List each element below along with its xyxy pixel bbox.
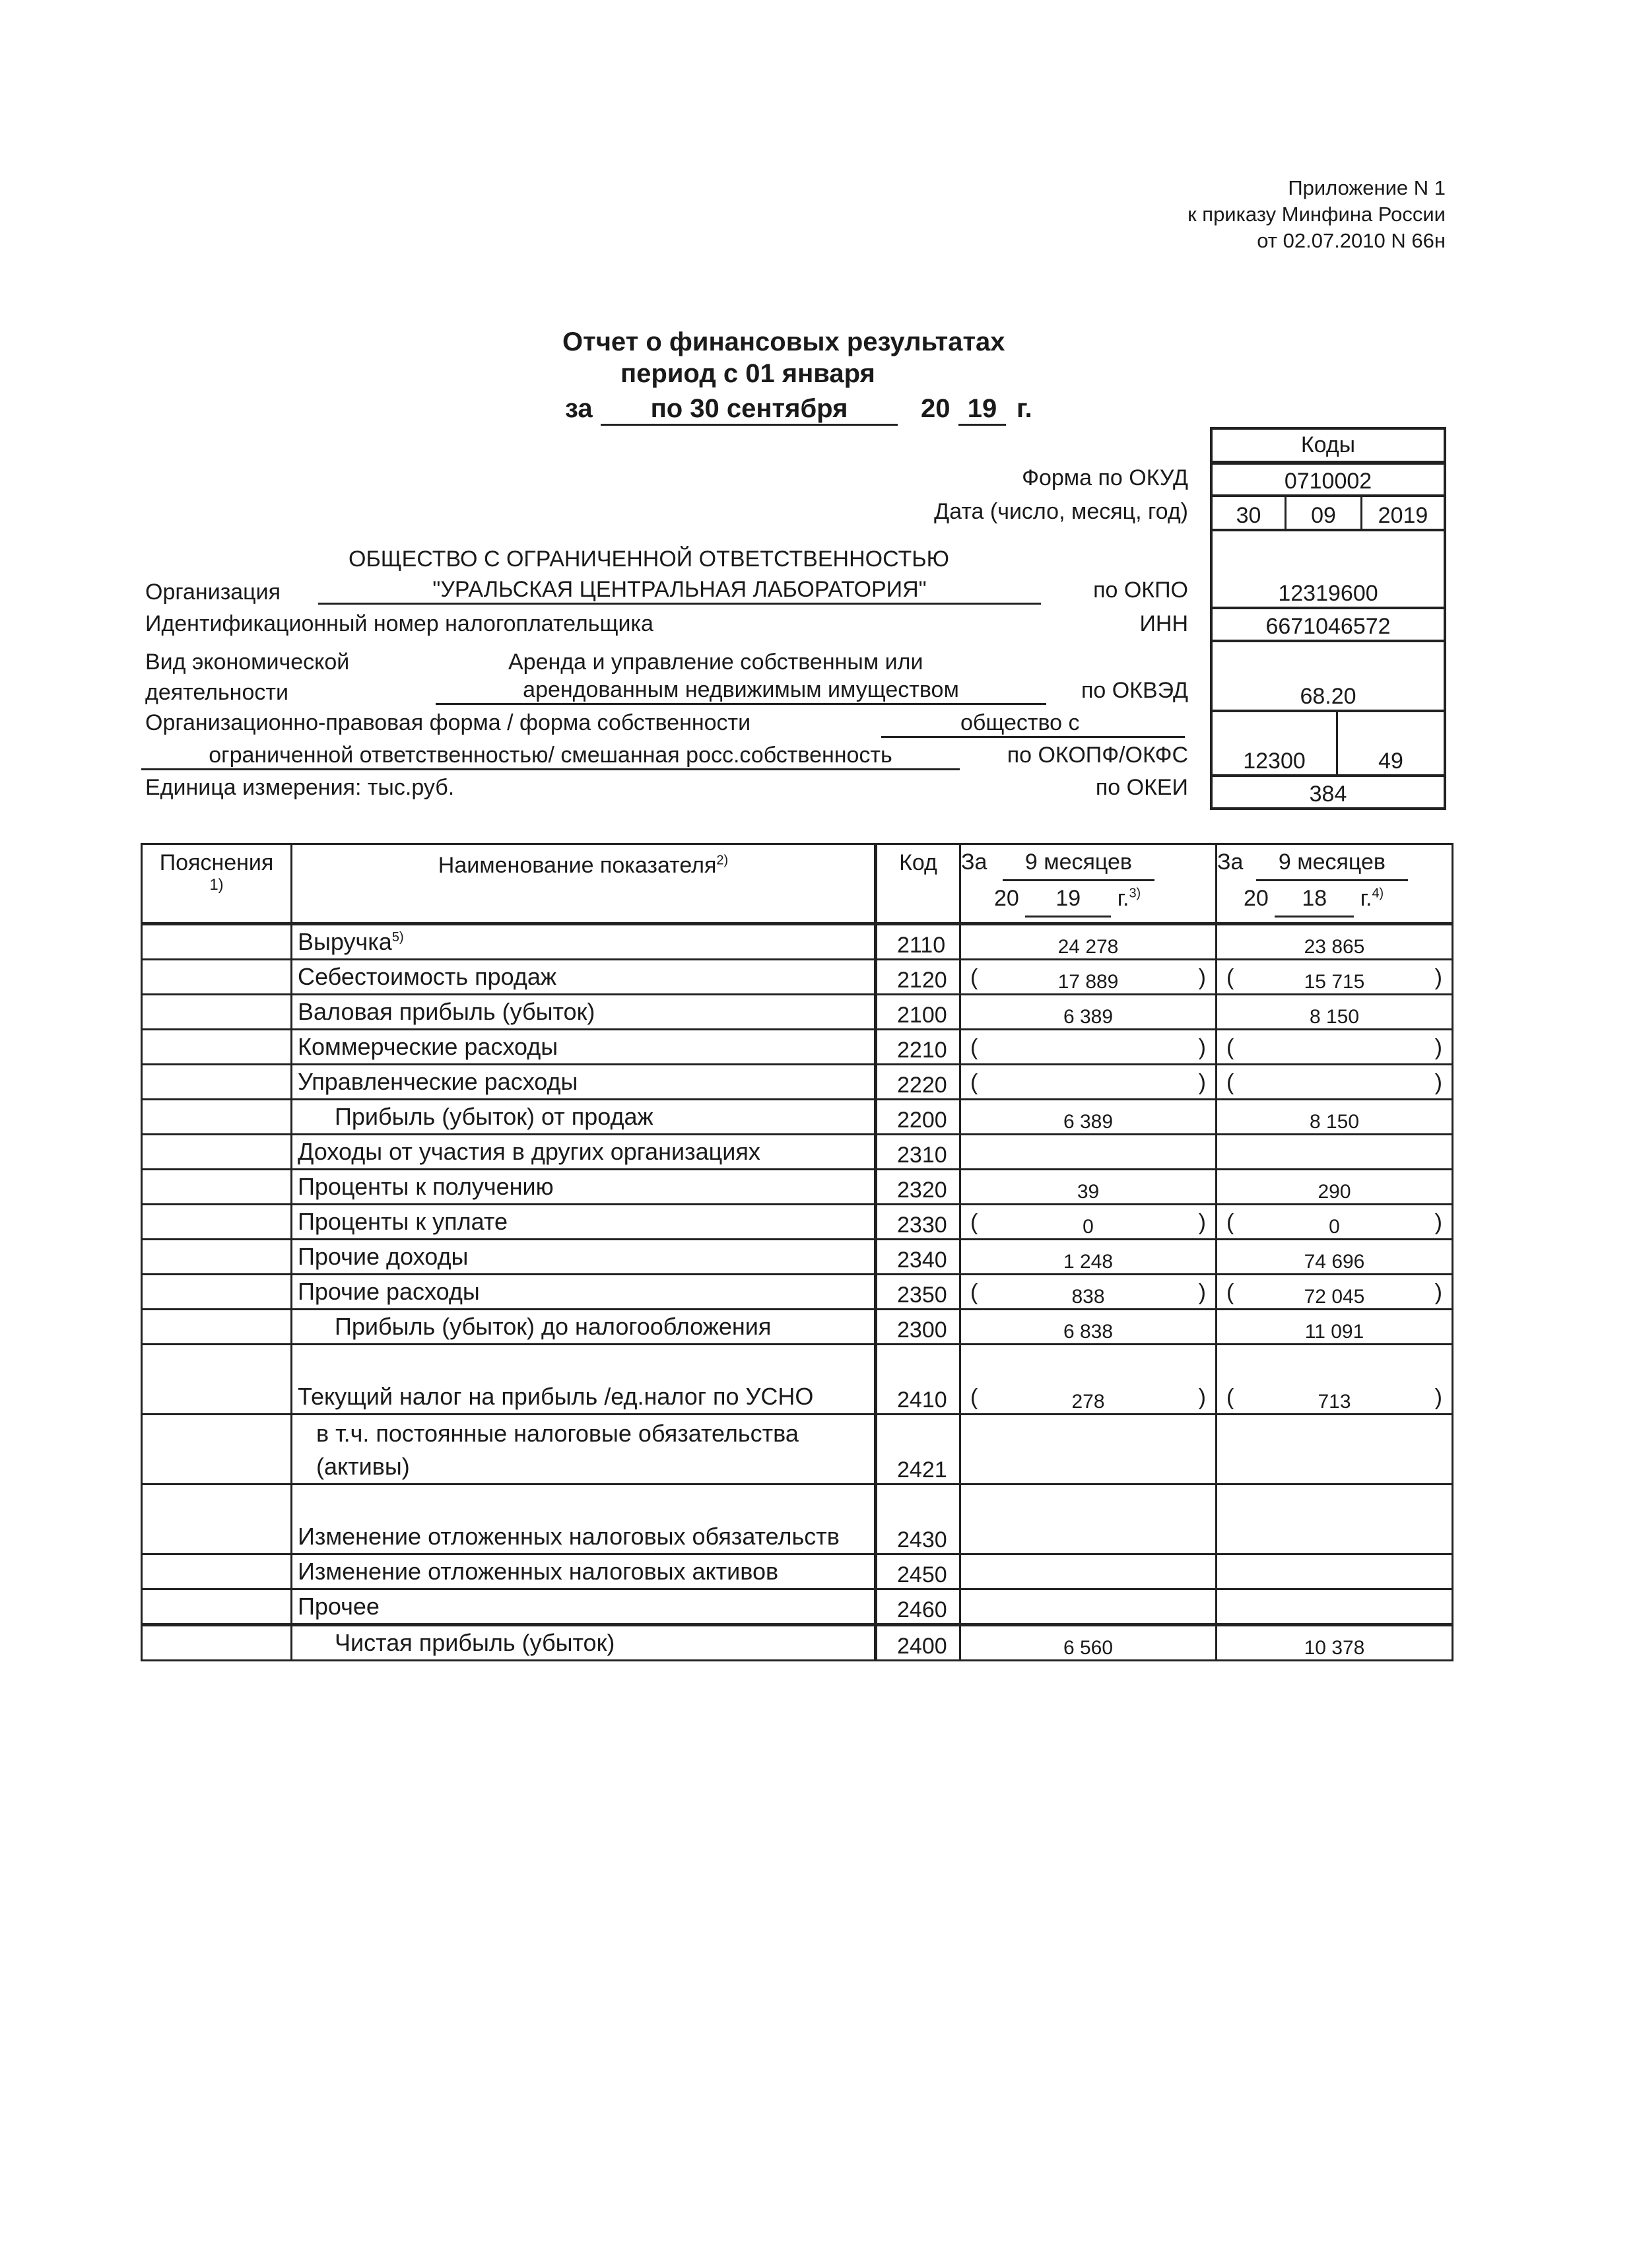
row-code: 2100 [876, 995, 960, 1030]
row-value-previous: 11 091 [1217, 1310, 1453, 1345]
report-year: 19 [958, 394, 1006, 426]
report-period-start: период с 01 января [620, 359, 875, 388]
row-value-current [960, 1554, 1217, 1589]
org-name-line-2: "УРАЛЬСКАЯ ЦЕНТРАЛЬНАЯ ЛАБОРАТОРИЯ" [318, 577, 1041, 605]
row-code: 2450 [876, 1554, 960, 1589]
row-value-previous: 74 696 [1217, 1240, 1453, 1275]
row-value-current: 17 889 ( ) [960, 960, 1217, 995]
legal-form-line-2: ограниченной ответственностью/ смешанная росс.собственность [141, 743, 960, 770]
inn-label: Идентификационный номер налогоплательщика [145, 611, 653, 636]
date-label: Дата (число, месяц, год) [934, 499, 1188, 524]
row-notes [142, 1345, 292, 1415]
row-value-previous [1217, 1415, 1453, 1484]
open-paren: ( [970, 1070, 978, 1095]
table-row [142, 1065, 1453, 1100]
row-value-current: 24 278 [960, 924, 1217, 960]
row-indicator-name: Текущий налог на прибыль /ед.налог по УСНО [292, 1345, 876, 1415]
row-value-previous [1217, 1554, 1453, 1589]
financial-results-table [141, 843, 1453, 1661]
okud-label: Форма по ОКУД [1022, 465, 1188, 490]
table-row [142, 1170, 1453, 1205]
row-value-current [960, 1589, 1217, 1625]
row-value-current: 6 389 [960, 995, 1217, 1030]
okopf-value: 12300 [1213, 712, 1338, 774]
header-code: Код [876, 844, 960, 924]
row-notes [142, 1170, 292, 1205]
okopf-okfs-value [1213, 710, 1444, 774]
appendix-line-1: Приложение N 1 [1288, 176, 1446, 199]
close-paren: ) [1434, 965, 1442, 990]
row-value-current: 0 ( ) [960, 1205, 1217, 1240]
org-name-line-1: ОБЩЕСТВО С ОГРАНИЧЕННОЙ ОТВЕТСТВЕННОСТЬЮ [349, 547, 949, 572]
okei-label: по ОКЕИ [1095, 775, 1188, 800]
open-paren: ( [970, 1280, 978, 1305]
table-row [142, 995, 1453, 1030]
table-row [142, 1275, 1453, 1310]
table-row [142, 960, 1453, 995]
close-paren: ) [1198, 1035, 1206, 1060]
table-row [142, 1554, 1453, 1589]
row-value-previous: 0 ( ) [1217, 1205, 1453, 1240]
row-notes [142, 960, 292, 995]
row-value-previous [1217, 1135, 1453, 1170]
row-value-current [960, 1135, 1217, 1170]
table-row [142, 1205, 1453, 1240]
row-value-previous [1217, 1484, 1453, 1554]
row-value-current [960, 1415, 1217, 1484]
row-notes [142, 1415, 292, 1484]
row-indicator-name: Прочие доходы [292, 1240, 876, 1275]
row-indicator-name: Доходы от участия в других организациях [292, 1135, 876, 1170]
row-indicator-name: Чистая прибыль (убыток) [292, 1625, 876, 1661]
row-value-previous: 10 378 [1217, 1625, 1453, 1661]
row-value-previous [1217, 1589, 1453, 1625]
open-paren: ( [1226, 1070, 1234, 1095]
row-indicator-name: Себестоимость продаж [292, 960, 876, 995]
row-value-current: 6 560 [960, 1625, 1217, 1661]
row-notes [142, 1240, 292, 1275]
table-row [142, 1484, 1453, 1554]
row-value-current: 6 838 [960, 1310, 1217, 1345]
row-value-previous: 15 715 ( ) [1217, 960, 1453, 995]
okud-value: 0710002 [1213, 461, 1444, 494]
row-code: 2350 [876, 1275, 960, 1310]
row-value-current [960, 1065, 1217, 1100]
table-row [142, 924, 1453, 960]
table-row [142, 1100, 1453, 1135]
row-code: 2421 [876, 1415, 960, 1484]
okopf-label: по ОКОПФ/ОКФС [1007, 743, 1188, 768]
org-label: Организация [145, 580, 281, 605]
activity-label-2: деятельности [145, 680, 288, 705]
okved-label: по ОКВЭД [1081, 678, 1188, 703]
row-value-current: 6 389 [960, 1100, 1217, 1135]
row-code: 2210 [876, 1030, 960, 1065]
row-notes [142, 1205, 292, 1240]
report-title: Отчет о финансовых результатах [562, 327, 1005, 356]
unit-label: Единица измерения: тыс.руб. [145, 775, 455, 800]
row-code: 2400 [876, 1625, 960, 1661]
row-indicator-name: Проценты к уплате [292, 1205, 876, 1240]
date-month: 09 [1286, 497, 1362, 529]
close-paren: ) [1198, 1070, 1206, 1095]
row-code: 2200 [876, 1100, 960, 1135]
row-value-previous [1217, 1030, 1453, 1065]
appendix-line-2: к приказу Минфина России [1187, 203, 1446, 226]
close-paren: ) [1434, 1280, 1442, 1305]
row-notes [142, 1310, 292, 1345]
date-day: 30 [1213, 497, 1286, 529]
appendix-reference [1187, 175, 1446, 254]
open-paren: ( [970, 1210, 978, 1235]
close-paren: ) [1198, 1385, 1206, 1410]
okfs-value: 49 [1378, 749, 1403, 774]
inn-value: 6671046572 [1213, 607, 1444, 640]
row-indicator-name: Валовая прибыль (убыток) [292, 995, 876, 1030]
table-row [142, 1625, 1453, 1661]
row-indicator-name: Коммерческие расходы [292, 1030, 876, 1065]
row-notes [142, 1625, 292, 1661]
row-notes [142, 1589, 292, 1625]
row-notes [142, 1554, 292, 1589]
row-value-previous: 290 [1217, 1170, 1453, 1205]
okpo-value: 12319600 [1213, 529, 1444, 607]
row-value-current [960, 1030, 1217, 1065]
header-previous-period: За 9 месяцев 20 18 г.$^{4)}$ [1217, 844, 1453, 924]
row-indicator-name: Управленческие расходы [292, 1065, 876, 1100]
legal-form-label: Организационно-правовая форма / форма собственности [145, 710, 751, 735]
row-notes [142, 995, 292, 1030]
table-row [142, 1240, 1453, 1275]
table-header-row [142, 844, 1453, 924]
open-paren: ( [970, 965, 978, 990]
open-paren: ( [1226, 1385, 1234, 1410]
row-indicator-name: Изменение отложенных налоговых активов [292, 1554, 876, 1589]
row-code: 2220 [876, 1065, 960, 1100]
close-paren: ) [1434, 1070, 1442, 1095]
row-code: 2300 [876, 1310, 960, 1345]
open-paren: ( [1226, 1280, 1234, 1305]
report-year-g: г. [1017, 394, 1032, 423]
table-row [142, 1310, 1453, 1345]
row-value-previous: 23 865 [1217, 924, 1453, 960]
row-value-current [960, 1484, 1217, 1554]
table-row [142, 1345, 1453, 1415]
codes-header: Коды [1300, 432, 1356, 457]
table-row [142, 1135, 1453, 1170]
close-paren: ) [1434, 1210, 1442, 1235]
header-notes: Пояснения 1) [142, 844, 292, 924]
row-code: 2310 [876, 1135, 960, 1170]
table-row [142, 1589, 1453, 1625]
row-indicator-name: Прочие расходы [292, 1275, 876, 1310]
okei-value: 384 [1213, 774, 1444, 807]
close-paren: ) [1198, 1210, 1206, 1235]
report-period-end: по 30 сентября [601, 394, 898, 426]
row-value-previous: 8 150 [1217, 1100, 1453, 1135]
close-paren: ) [1198, 1280, 1206, 1305]
okved-value: 68.20 [1213, 640, 1444, 710]
open-paren: ( [1226, 1210, 1234, 1235]
row-code: 2410 [876, 1345, 960, 1415]
table-row [142, 1030, 1453, 1065]
codes-box [1210, 427, 1446, 810]
report-za-label: за [565, 394, 593, 423]
row-value-current: 278 ( ) [960, 1345, 1217, 1415]
row-value-previous [1217, 1065, 1453, 1100]
row-value-previous: 72 045 ( ) [1217, 1275, 1453, 1310]
row-code: 2340 [876, 1240, 960, 1275]
row-notes [142, 1484, 292, 1554]
row-code: 2110 [876, 924, 960, 960]
row-indicator-name: Прибыль (убыток) до налогообложения [292, 1310, 876, 1345]
date-year: 2019 [1378, 503, 1428, 528]
row-indicator-name: Выручка$^{5)}$ [292, 924, 876, 960]
row-indicator-name: Проценты к получению [292, 1170, 876, 1205]
row-notes [142, 1135, 292, 1170]
inn-code-label: ИНН [1139, 611, 1188, 636]
row-indicator-name: Изменение отложенных налоговых обязательств [292, 1484, 876, 1554]
close-paren: ) [1434, 1385, 1442, 1410]
close-paren: ) [1198, 965, 1206, 990]
legal-form-line-1: общество с [881, 710, 1185, 738]
row-code: 2120 [876, 960, 960, 995]
row-notes [142, 924, 292, 960]
close-paren: ) [1434, 1035, 1442, 1060]
row-value-current: 1 248 [960, 1240, 1217, 1275]
row-indicator-name: в т.ч. постоянные налоговые обязательства (активы) [292, 1415, 876, 1484]
row-value-previous: 8 150 [1217, 995, 1453, 1030]
header-indicator-name: Наименование показателя$^{2)}$ [292, 844, 876, 924]
row-code: 2320 [876, 1170, 960, 1205]
header-current-period: За 9 месяцев 20 19 г.$^{3)}$ [960, 844, 1217, 924]
row-value-current: 39 [960, 1170, 1217, 1205]
activity-label-1: Вид экономической [145, 650, 350, 675]
row-notes [142, 1100, 292, 1135]
date-value [1213, 494, 1444, 529]
row-code: 2330 [876, 1205, 960, 1240]
row-notes [142, 1065, 292, 1100]
report-year-prefix: 20 [921, 394, 951, 423]
row-indicator-name: Прибыль (убыток) от продаж [292, 1100, 876, 1135]
appendix-line-3: от 02.07.2010 N 66н [1257, 229, 1446, 252]
open-paren: ( [970, 1385, 978, 1410]
row-indicator-name: Прочее [292, 1589, 876, 1625]
row-value-previous: 713 ( ) [1217, 1345, 1453, 1415]
activity-line-2: арендованным недвижимым имуществом [436, 677, 1046, 705]
row-code: 2460 [876, 1589, 960, 1625]
okpo-label: по ОКПО [1093, 578, 1188, 603]
open-paren: ( [1226, 1035, 1234, 1060]
row-value-current: 838 ( ) [960, 1275, 1217, 1310]
row-notes [142, 1030, 292, 1065]
open-paren: ( [970, 1035, 978, 1060]
row-code: 2430 [876, 1484, 960, 1554]
open-paren: ( [1226, 965, 1234, 990]
row-notes [142, 1275, 292, 1310]
activity-line-1: Аренда и управление собственным или [508, 650, 923, 675]
table-row [142, 1415, 1453, 1484]
